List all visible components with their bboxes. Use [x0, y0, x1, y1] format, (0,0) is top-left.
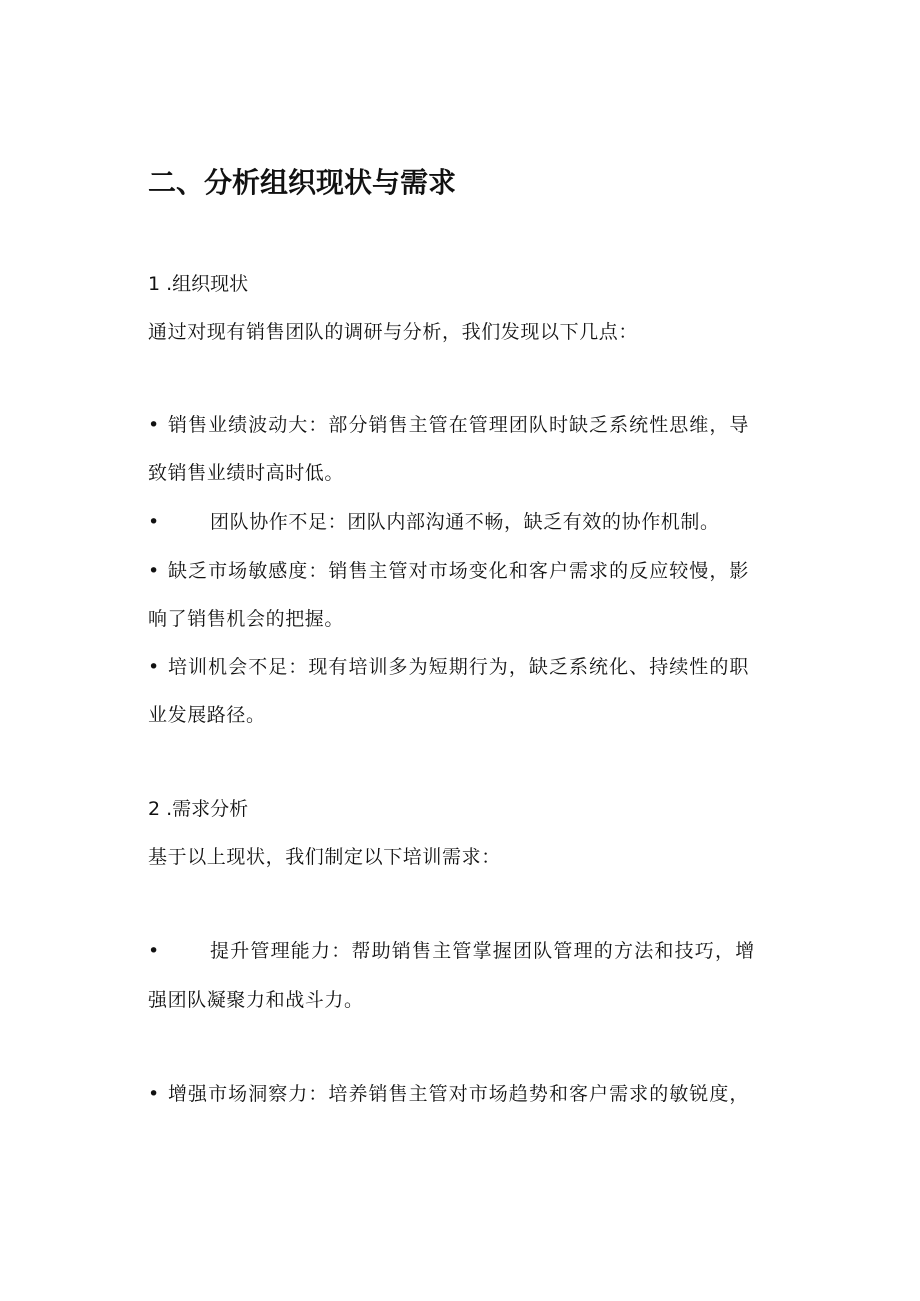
subsection-title-current-state: 1 .组织现状	[148, 273, 249, 295]
list-item-continuation: 响了销售机会的把握。	[148, 608, 345, 630]
bullet-icon: •	[148, 511, 160, 533]
list-item	[148, 557, 808, 585]
bullet-icon: •	[148, 940, 160, 962]
subsection-title-needs-analysis: 2 .需求分析	[148, 798, 249, 820]
bullet-icon: •	[148, 560, 160, 582]
list-item-text: 提升管理能力：帮助销售主管掌握团队管理的方法和技巧，增	[210, 940, 756, 962]
list-item	[148, 508, 808, 536]
bullet-icon: •	[148, 1083, 160, 1105]
list-item-text: 团队协作不足：团队内部沟通不畅，缺乏有效的协作机制。	[210, 511, 720, 533]
list-item	[148, 937, 808, 965]
list-item-text: 增强市场洞察力：培养销售主管对市场趋势和客户需求的敏锐度，	[168, 1083, 750, 1105]
list-item	[148, 653, 808, 681]
bullet-icon: •	[148, 656, 160, 678]
subsection-intro-current-state: 通过对现有销售团队的调研与分析，我们发现以下几点：	[148, 321, 639, 343]
section-heading: 二、分析组织现状与需求	[148, 166, 457, 199]
list-item-text: 销售业绩波动大：部分销售主管在管理团队时缺乏系统性思维，导	[168, 414, 750, 436]
subsection-intro-needs-analysis: 基于以上现状，我们制定以下培训需求：	[148, 846, 501, 868]
bullet-icon: •	[148, 414, 160, 436]
list-item-continuation: 业发展路径。	[148, 704, 266, 726]
list-item-text: 培训机会不足：现有培训多为短期行为，缺乏系统化、持续性的职	[168, 656, 750, 678]
list-item-continuation: 致销售业绩时高时低。	[148, 462, 345, 484]
list-item	[148, 411, 808, 439]
list-item	[148, 1080, 808, 1108]
list-item-continuation: 强团队凝聚力和战斗力。	[148, 989, 364, 1011]
list-item-text: 缺乏市场敏感度：销售主管对市场变化和客户需求的反应较慢，影	[168, 560, 750, 582]
